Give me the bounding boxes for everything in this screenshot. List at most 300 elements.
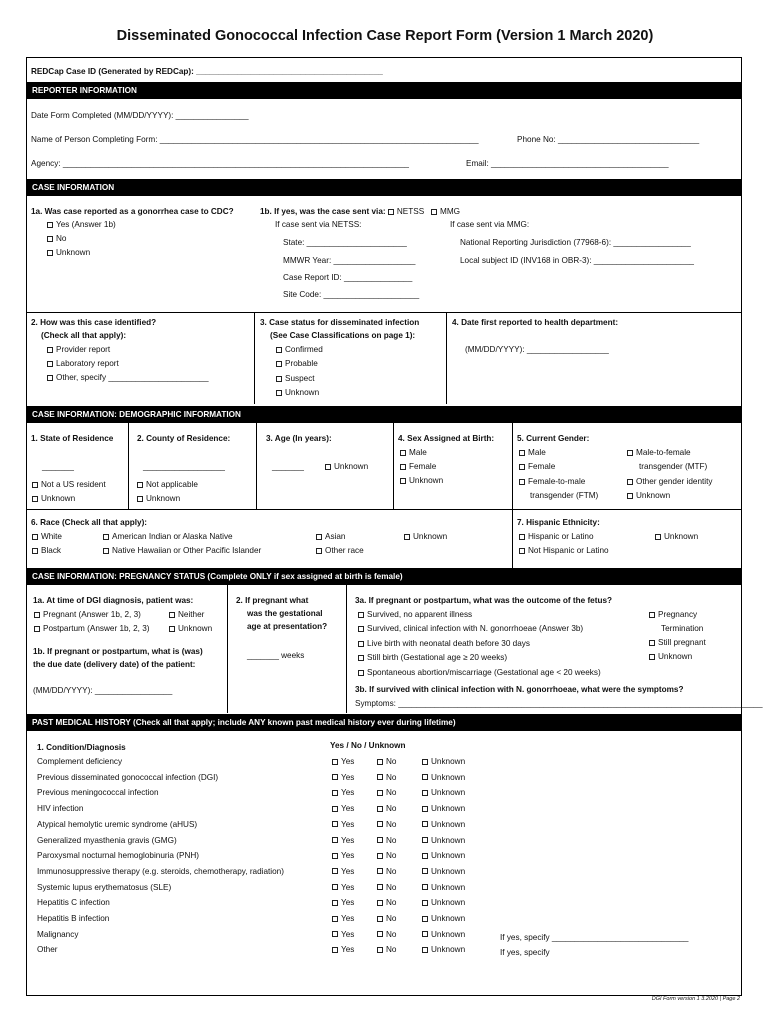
page-footer: DGI Form version 1 3.2020 | Page 2 [651, 996, 740, 1002]
checkbox-icon[interactable] [649, 640, 655, 646]
yes-option[interactable] [332, 757, 354, 767]
netss-state-field[interactable]: State: ______________________ [283, 238, 407, 247]
condition-cell [37, 836, 177, 846]
condition-label: HIV infection [37, 804, 84, 814]
checkbox-icon[interactable] [400, 478, 406, 484]
outcome-option-2[interactable]: Survived, clinical infection with N. gonorrhoeae (Answer 3b) [358, 624, 583, 634]
divider [446, 312, 447, 404]
checkbox-icon[interactable] [47, 375, 53, 381]
gender-option-other[interactable]: Other gender identity [627, 477, 712, 487]
no-label: No [386, 914, 397, 923]
no-label: No [386, 929, 397, 939]
checkbox-icon[interactable] [404, 534, 410, 540]
netss-label: If case sent via NETSS: [275, 220, 362, 229]
gender-ftm-line2: transgender (FTM) [530, 491, 599, 500]
checkbox-icon[interactable] [377, 900, 383, 906]
q1b-label: 1b. If yes, was the case sent via: NETSS MMG [260, 207, 461, 216]
checkbox-icon[interactable] [276, 361, 282, 367]
condition-label: Malignancy [37, 929, 79, 939]
condition-label: Hepatitis C infection [37, 898, 110, 908]
no-option[interactable] [377, 945, 396, 955]
unknown-label: Unknown [431, 914, 466, 923]
checkbox-icon[interactable] [358, 612, 364, 618]
checkbox-icon[interactable] [332, 868, 338, 874]
race-option-asian[interactable]: Asian [316, 532, 345, 542]
mmg-subject-id-field[interactable]: Local subject ID (INV168 in OBR-3): ______________________ [460, 256, 694, 265]
divider [393, 423, 394, 509]
divider [27, 509, 741, 510]
checkbox-icon[interactable] [137, 482, 143, 488]
divider [227, 585, 228, 713]
checkbox-icon[interactable] [422, 821, 428, 827]
age-label: 3. Age (In years): [266, 434, 332, 443]
ethnicity-option-not-hispanic[interactable]: Not Hispanic or Latino [519, 546, 609, 556]
section-header-history: PAST MEDICAL HISTORY (Check all that apply; include ANY known past medical history ever during lifetime) [27, 714, 741, 731]
sex-option-female[interactable]: Female [400, 462, 436, 472]
yes-option[interactable] [332, 914, 354, 924]
county-label: 2. County of Residence: [137, 434, 231, 443]
condition-label: Hepatitis B infection [37, 914, 110, 923]
preg-q1a-label: 1a. At time of DGI diagnosis, patient was: [33, 596, 194, 605]
preg-option-neither[interactable]: Neither [169, 610, 204, 620]
outcome-option-still-pregnant[interactable]: Still pregnant [649, 638, 706, 648]
sex-option-unknown[interactable]: Unknown [400, 476, 443, 486]
unknown-label: Unknown [431, 945, 466, 955]
race-label: 6. Race (Check all that apply): [31, 518, 148, 527]
q3-option-unknown[interactable]: Unknown [276, 388, 319, 398]
age-field[interactable]: _______ [272, 462, 304, 471]
checkbox-icon[interactable] [332, 806, 338, 812]
unknown-option[interactable] [422, 788, 465, 798]
checkbox-icon[interactable] [377, 884, 383, 890]
agency-field[interactable]: Agency: ____________________________________________________________________________ [31, 159, 409, 168]
q1a-option-yes[interactable]: Yes (Answer 1b) [47, 220, 116, 230]
outcome-termination-line2: Termination [661, 624, 704, 633]
q3-option-confirmed[interactable]: Confirmed [276, 345, 323, 355]
checkbox-icon[interactable] [47, 361, 53, 367]
checkbox-icon[interactable] [519, 479, 525, 485]
checkbox-icon[interactable] [47, 222, 53, 228]
age-option-unknown[interactable]: Unknown [325, 462, 368, 472]
outcome-option-termination[interactable]: Pregnancy [649, 610, 697, 620]
checkbox-icon[interactable] [422, 759, 428, 765]
unknown-option[interactable] [422, 851, 465, 861]
unknown-label: Unknown [431, 898, 466, 908]
no-label: No [386, 835, 397, 845]
symptoms-field[interactable]: Symptoms: ________________________________________________________________________________ [355, 699, 763, 708]
checkbox-icon[interactable] [332, 884, 338, 890]
sex-option-male[interactable]: Male [400, 448, 427, 458]
checkbox-icon[interactable] [276, 347, 282, 353]
unknown-option[interactable] [422, 804, 465, 814]
county-field[interactable]: __________________ [143, 462, 225, 471]
section-header-pregnancy: CASE INFORMATION: PREGNANCY STATUS (Complete ONLY if sex assigned at birth is female) [27, 568, 741, 585]
unknown-option[interactable] [422, 867, 465, 877]
checkbox-icon[interactable] [332, 774, 338, 780]
unknown-option[interactable] [422, 898, 465, 908]
yes-option[interactable] [332, 804, 354, 814]
checkbox-icon[interactable] [332, 821, 338, 827]
case-id-field[interactable]: REDCap Case ID (Generated by REDCap): _________________________________________ [31, 67, 383, 76]
checkbox-icon[interactable] [332, 853, 338, 859]
checkbox-icon[interactable] [316, 548, 322, 554]
checkbox-icon[interactable] [519, 450, 525, 456]
checkbox-icon[interactable] [627, 493, 633, 499]
condition-label: Previous meningococcal infection [37, 788, 159, 798]
checkbox-icon[interactable] [422, 774, 428, 780]
checkbox-icon[interactable] [377, 931, 383, 937]
county-option-na[interactable]: Not applicable [137, 480, 198, 490]
divider [27, 312, 741, 313]
yes-option[interactable] [332, 930, 354, 940]
checkbox-icon[interactable] [332, 900, 338, 906]
checkbox-icon[interactable] [325, 464, 331, 470]
race-option-white[interactable]: White [32, 532, 62, 542]
checkbox-icon[interactable] [358, 641, 364, 647]
section-header-reporter: REPORTER INFORMATION [27, 82, 741, 99]
unknown-option[interactable] [422, 757, 465, 767]
condition-label: Previous disseminated gonococcal infection (DGI) [37, 772, 219, 782]
no-label: No [386, 757, 397, 766]
condition-cell [37, 804, 83, 814]
checkbox-icon[interactable] [377, 774, 383, 780]
ethnicity-option-hispanic[interactable]: Hispanic or Latino [519, 532, 594, 542]
checkbox-icon[interactable] [169, 626, 175, 632]
checkbox-icon[interactable] [377, 853, 383, 859]
netss-report-id-field[interactable]: Case Report ID: _______________ [283, 273, 413, 282]
checkbox-icon[interactable] [422, 790, 428, 796]
checkbox-icon[interactable] [32, 548, 38, 554]
preg-option-unknown[interactable]: Unknown [169, 624, 212, 634]
yes-option[interactable] [332, 898, 354, 908]
race-option-nhpi[interactable]: Native Hawaiian or Other Pacific Islander [103, 546, 261, 556]
checkbox-icon[interactable] [377, 947, 383, 953]
yes-option[interactable] [332, 867, 354, 877]
unknown-option[interactable] [422, 930, 465, 940]
preg-q2-label-1: 2. If pregnant what [236, 596, 309, 605]
condition-label: Atypical hemolytic uremic syndrome (aHUS) [37, 819, 198, 829]
unknown-option[interactable] [422, 773, 465, 783]
yes-option[interactable] [332, 883, 354, 893]
unknown-label: Unknown [431, 788, 466, 798]
condition-cell [37, 930, 78, 940]
no-label: No [386, 945, 397, 955]
race-option-black[interactable]: Black [32, 546, 61, 556]
condition-cell [37, 914, 109, 924]
netss-mmwr-field[interactable]: MMWR Year: __________________ [283, 256, 416, 265]
no-label: No [386, 804, 397, 814]
condition-cell [37, 898, 110, 908]
yes-option[interactable] [332, 945, 354, 955]
checkbox-icon[interactable] [32, 534, 38, 540]
race-option-unknown[interactable]: Unknown [404, 532, 447, 542]
ynu-column-header: Yes / No / Unknown [330, 741, 406, 750]
checkbox-icon[interactable] [32, 482, 38, 488]
gender-option-ftm[interactable]: Female-to-male [519, 477, 585, 487]
checkbox-icon[interactable] [332, 931, 338, 937]
yes-label: Yes [341, 804, 355, 814]
yes-label: Yes [341, 945, 355, 955]
checkbox-icon[interactable] [358, 626, 364, 632]
checkbox-icon[interactable] [47, 250, 53, 256]
date-completed-field[interactable]: Date Form Completed (MM/DD/YYYY): ________________ [31, 111, 249, 120]
preg-weeks-field[interactable]: _______ weeks [247, 651, 305, 660]
checkbox-icon[interactable] [422, 806, 428, 812]
no-label: No [386, 788, 397, 798]
condition-cell [37, 773, 218, 783]
yes-option[interactable] [332, 788, 354, 798]
race-option-aian[interactable]: American Indian or Alaska Native [103, 532, 233, 542]
yes-label: Yes [341, 929, 355, 939]
gender-mtf-line2: transgender (MTF) [639, 462, 708, 471]
checkbox-icon[interactable] [377, 806, 383, 812]
yes-label: Yes [341, 788, 355, 798]
outcome-option-5[interactable]: Spontaneous abortion/miscarriage (Gestational age < 20 weeks) [358, 668, 601, 678]
state-label: 1. State of Residence [31, 434, 114, 443]
preg-option-postpartum[interactable]: Postpartum (Answer 1b, 2, 3) [34, 624, 149, 634]
preg-q1b-label-2: the due date (delivery date) of the patient: [33, 660, 196, 669]
no-option[interactable] [377, 883, 396, 893]
gender-option-female[interactable]: Female [519, 462, 555, 472]
q2-option-lab[interactable]: Laboratory report [47, 359, 119, 369]
yes-label: Yes [341, 819, 355, 829]
divider [346, 585, 347, 713]
preg-q2-label-3: age at presentation? [247, 622, 328, 631]
yes-option[interactable] [332, 836, 354, 846]
state-option-not-us[interactable]: Not a US resident [32, 480, 106, 490]
condition-column-header: 1. Condition/Diagnosis [37, 743, 126, 752]
checkbox-icon[interactable] [276, 390, 282, 396]
county-option-unknown[interactable]: Unknown [137, 494, 180, 504]
unknown-label: Unknown [431, 866, 466, 876]
unknown-label: Unknown [431, 804, 466, 814]
checkbox-icon[interactable] [627, 479, 633, 485]
mmg-label: If case sent via MMG: [450, 220, 530, 229]
gender-option-unknown[interactable]: Unknown [627, 491, 670, 501]
q3-option-suspect[interactable]: Suspect [276, 374, 315, 384]
no-option[interactable] [377, 788, 396, 798]
no-label: No [386, 819, 397, 829]
q1a-option-no[interactable]: No [47, 234, 66, 244]
phone-field[interactable]: Phone No: _______________________________ [517, 135, 700, 144]
checkbox-icon[interactable] [422, 853, 428, 859]
yes-label: Yes [341, 772, 355, 782]
preg-q1b-label-1: 1b. If pregnant or postpartum, what is (was) [33, 647, 203, 656]
condition-label: Complement deficiency [37, 757, 123, 766]
checkbox-icon[interactable] [103, 548, 109, 554]
yes-option[interactable] [332, 820, 354, 830]
gender-label: 5. Current Gender: [517, 434, 590, 443]
q2-option-other[interactable]: Other, specify ______________________ [47, 373, 209, 383]
section-header-demographic: CASE INFORMATION: DEMOGRAPHIC INFORMATION [27, 406, 741, 423]
checkbox-icon[interactable] [47, 347, 53, 353]
q4-date-field[interactable]: (MM/DD/YYYY): __________________ [465, 345, 609, 354]
mmg-jurisdiction-field[interactable]: National Reporting Jurisdiction (77968-6): _________________ [460, 238, 691, 247]
state-option-unknown[interactable]: Unknown [32, 494, 75, 504]
checkbox-icon[interactable] [400, 464, 406, 470]
q3-option-probable[interactable]: Probable [276, 359, 318, 369]
unknown-option[interactable] [422, 883, 465, 893]
unknown-label: Unknown [431, 772, 466, 782]
form-title: Disseminated Gonococcal Infection Case Report Form (Version 1 March 2020) [116, 28, 654, 44]
no-option[interactable] [377, 914, 396, 924]
divider [512, 423, 513, 568]
preg-q3a-label: 3a. If pregnant or postpartum, what was the outcome of the fetus? [355, 596, 613, 605]
outcome-option-3[interactable]: Live birth with neonatal death before 30 days [358, 639, 530, 649]
outcome-option-1[interactable]: Survived, no apparent illness [358, 610, 472, 620]
no-label: No [386, 898, 397, 908]
checkbox-icon[interactable] [649, 654, 655, 660]
person-name-field[interactable]: Name of Person Completing Form: ______________________________________________________________________ [31, 135, 479, 144]
checkbox-icon[interactable] [358, 655, 364, 661]
condition-label: Generalized myasthenia gravis (GMG) [37, 835, 177, 845]
checkbox-icon[interactable] [649, 612, 655, 618]
condition-cell [37, 820, 197, 830]
checkbox-icon[interactable] [422, 931, 428, 937]
unknown-option[interactable] [422, 914, 465, 924]
race-option-other[interactable]: Other race [316, 546, 364, 556]
unknown-label: Unknown [431, 757, 466, 766]
checkbox-icon[interactable] [519, 464, 525, 470]
checkbox-icon[interactable] [332, 947, 338, 953]
checkbox-icon[interactable] [377, 759, 383, 765]
no-option[interactable] [377, 851, 396, 861]
state-field[interactable]: _______ [42, 462, 74, 471]
condition-label: Immunosuppressive therapy (e.g. steroids, chemotherapy, radiation) [37, 866, 284, 876]
checkbox-icon[interactable] [627, 450, 633, 456]
checkbox-icon[interactable] [316, 534, 322, 540]
preg-due-date-field[interactable]: (MM/DD/YYYY): _________________ [33, 686, 173, 695]
q2-option-provider[interactable]: Provider report [47, 345, 110, 355]
outcome-option-4[interactable]: Still birth (Gestational age ≥ 20 weeks) [358, 653, 507, 663]
checkbox-icon[interactable] [276, 376, 282, 382]
checkbox-icon[interactable] [34, 612, 40, 618]
outcome-option-unknown[interactable]: Unknown [649, 652, 692, 662]
condition-cell [37, 945, 57, 955]
divider [128, 423, 129, 509]
checkbox-icon[interactable] [169, 612, 175, 618]
checkbox-icon[interactable] [431, 209, 437, 215]
checkbox-icon[interactable] [332, 759, 338, 765]
checkbox-icon[interactable] [655, 534, 661, 540]
checkbox-icon[interactable] [377, 790, 383, 796]
malignancy-specify-field[interactable]: If yes, specify ______________________________ [500, 933, 689, 942]
condition-cell [37, 883, 171, 893]
yes-label: Yes [341, 882, 355, 892]
checkbox-icon[interactable] [103, 534, 109, 540]
unknown-label: Unknown [431, 882, 466, 892]
sex-label: 4. Sex Assigned at Birth: [398, 434, 495, 443]
checkbox-icon[interactable] [519, 534, 525, 540]
checkbox-icon[interactable] [332, 837, 338, 843]
q2-sub-label: (Check all that apply): [41, 331, 127, 340]
no-label: No [386, 882, 397, 892]
q3-label: 3. Case status for disseminated infection [260, 318, 420, 327]
q1a-label: 1a. Was case reported as a gonorrhea case to CDC? [31, 207, 234, 216]
no-option[interactable] [377, 867, 396, 877]
yes-label: Yes [341, 757, 355, 766]
checkbox-icon[interactable] [137, 496, 143, 502]
checkbox-icon[interactable] [332, 916, 338, 922]
checkbox-icon[interactable] [377, 868, 383, 874]
q4-label: 4. Date first reported to health department: [452, 318, 619, 327]
no-label: No [386, 772, 397, 782]
checkbox-icon[interactable] [377, 916, 383, 922]
preg-q3b-label: 3b. If survived with clinical infection with N. gonorrhoeae, what were the symptoms? [355, 685, 684, 694]
yes-label: Yes [341, 898, 355, 908]
checkbox-icon[interactable] [422, 884, 428, 890]
checkbox-icon[interactable] [400, 450, 406, 456]
q3-sub-label: (See Case Classifications on page 1): [270, 331, 416, 340]
checkbox-icon[interactable] [422, 900, 428, 906]
netss-site-code-field[interactable]: Site Code: _____________________ [283, 290, 420, 299]
unknown-option[interactable] [422, 945, 465, 955]
no-option[interactable] [377, 773, 396, 783]
no-option[interactable] [377, 757, 396, 767]
yes-option[interactable] [332, 773, 354, 783]
no-label: No [386, 851, 397, 861]
checkbox-icon[interactable] [377, 821, 383, 827]
checkbox-icon[interactable] [32, 496, 38, 502]
unknown-label: Unknown [431, 929, 466, 939]
no-option[interactable] [377, 898, 396, 908]
section-header-case-info: CASE INFORMATION [27, 179, 741, 196]
no-option[interactable] [377, 930, 396, 940]
checkbox-icon[interactable] [377, 837, 383, 843]
gender-option-mtf[interactable]: Male-to-female [627, 448, 691, 458]
no-option[interactable] [377, 820, 396, 830]
ethnicity-option-unknown[interactable]: Unknown [655, 532, 698, 542]
checkbox-icon[interactable] [422, 837, 428, 843]
no-option[interactable] [377, 836, 396, 846]
divider [256, 423, 257, 509]
condition-cell [37, 867, 284, 877]
yes-option[interactable] [332, 851, 354, 861]
preg-q2-label-2: was the gestational [247, 609, 323, 618]
checkbox-icon[interactable] [519, 548, 525, 554]
checkbox-icon[interactable] [332, 790, 338, 796]
email-field[interactable]: Email: _______________________________________ [466, 159, 669, 168]
ethnicity-label: 7. Hispanic Ethnicity: [517, 518, 600, 527]
checkbox-icon[interactable] [358, 670, 364, 676]
q1a-option-unknown[interactable]: Unknown [47, 248, 90, 258]
unknown-label: Unknown [431, 835, 466, 845]
condition-label: Other [37, 945, 58, 955]
checkbox-icon[interactable] [34, 626, 40, 632]
condition-label: Systemic lupus erythematosus (SLE) [37, 882, 172, 892]
unknown-option[interactable] [422, 836, 465, 846]
unknown-label: Unknown [431, 819, 466, 829]
checkbox-icon[interactable] [47, 236, 53, 242]
gender-option-male[interactable]: Male [519, 448, 546, 458]
condition-cell [37, 851, 199, 861]
checkbox-icon[interactable] [388, 209, 394, 215]
preg-option-pregnant[interactable]: Pregnant (Answer 1b, 2, 3) [34, 610, 141, 620]
yes-label: Yes [341, 835, 355, 845]
no-option[interactable] [377, 804, 396, 814]
checkbox-icon[interactable] [422, 868, 428, 874]
unknown-label: Unknown [431, 851, 466, 861]
condition-cell [37, 757, 122, 767]
unknown-option[interactable] [422, 820, 465, 830]
condition-cell [37, 788, 159, 798]
checkbox-icon[interactable] [422, 916, 428, 922]
checkbox-icon[interactable] [422, 947, 428, 953]
q2-label: 2. How was this case identified? [31, 318, 157, 327]
other-specify-field[interactable]: If yes, specify [500, 948, 550, 957]
divider [254, 312, 255, 404]
condition-label: Paroxysmal nocturnal hemoglobinuria (PNH) [37, 851, 199, 861]
